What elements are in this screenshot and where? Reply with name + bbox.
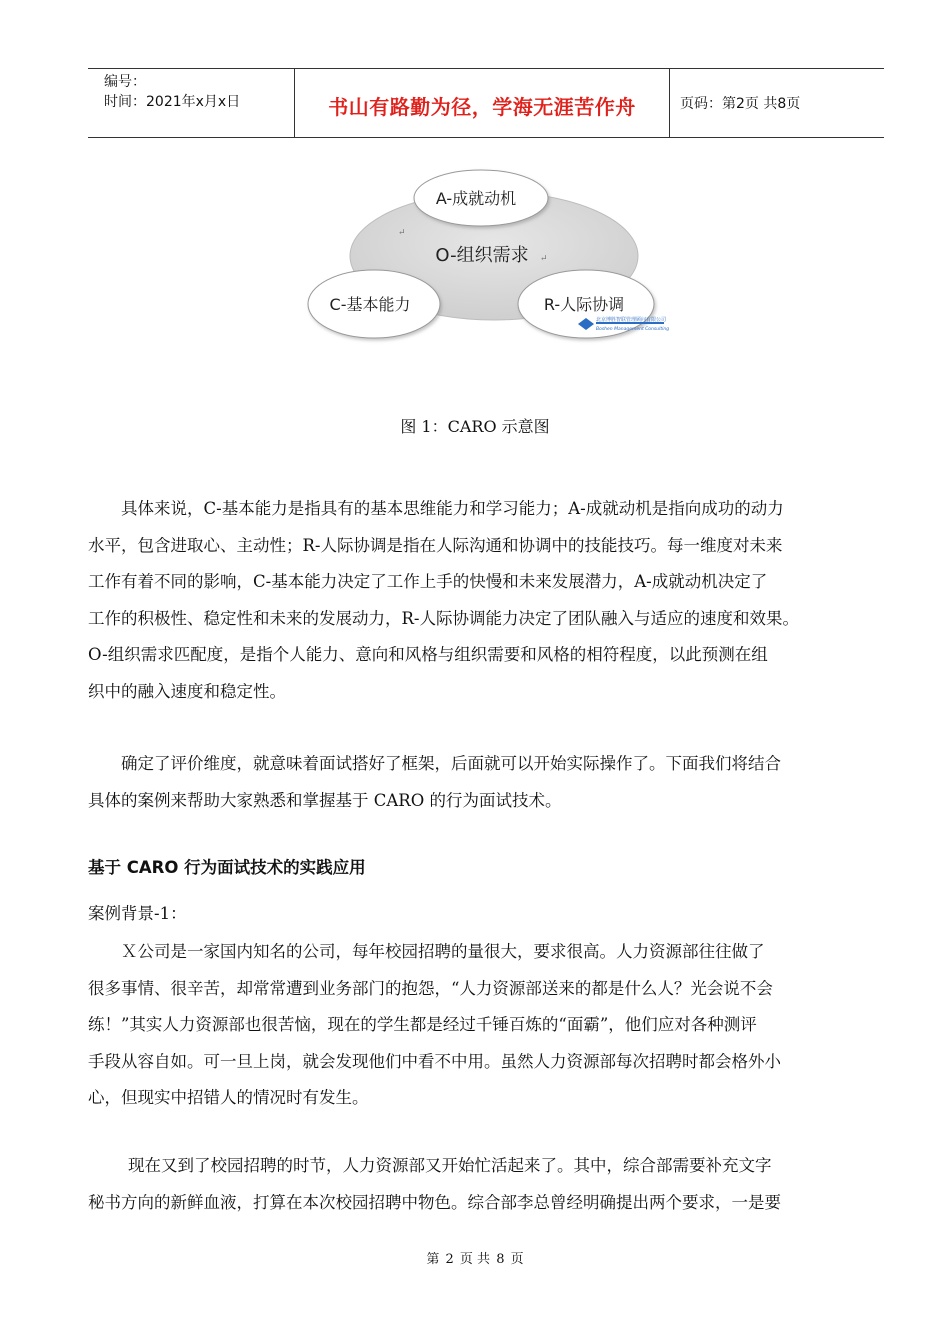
text-line: 秘书方向的新鲜血液，打算在本次校园招聘中物色。综合部李总曾经明确提出两个要求，一是要 bbox=[88, 1192, 781, 1212]
text-line: 具体的案例来帮助大家熟悉和掌握基于 CARO 的行为面试技术。 bbox=[88, 790, 562, 810]
text-line: 现在又到了校园招聘的时节，人力资源部又开始忙活起来了。其中，综合部需要补充文字 bbox=[128, 1156, 772, 1175]
footer-prefix: 第 bbox=[426, 1252, 440, 1267]
text-line: 具体来说，C-基本能力是指具有的基本思维能力和学习能力；A-成就动机是指向成功的动力 bbox=[121, 499, 784, 518]
logo-text-en: Boshen Management Consulting bbox=[596, 327, 670, 332]
number-label: 编号： bbox=[104, 74, 146, 90]
text-line: 工作的积极性、稳定性和未来的发展动力，R-人际协调能力决定了团队融入与适应的速度和效果。 bbox=[88, 608, 799, 628]
text-line: Ｘ公司是一家国内知名的公司，每年校园招聘的量很大，要求很高。人力资源部往往做了 bbox=[121, 942, 765, 961]
time-label: 时间：2021年x月x日 bbox=[104, 94, 241, 110]
footer-mid: 页 共 bbox=[459, 1252, 491, 1267]
header-page-cell bbox=[668, 69, 884, 137]
return-mark-icon: ↵ bbox=[540, 254, 548, 264]
case-title: 案例背景-1： bbox=[88, 904, 187, 923]
center-label: O-组织需求 bbox=[435, 245, 529, 266]
footer-total-pages: 8 bbox=[496, 1252, 505, 1267]
text-line: 很多事情、很辛苦，却常常遭到业务部门的抱怨，“人力资源部送来的都是什么人？光会说不会 bbox=[88, 978, 773, 998]
text-line: 手段从容自如。可一旦上岗，就会发现他们中看不中用。虽然人力资源部每次招聘时都会格外小 bbox=[88, 1051, 781, 1071]
return-mark-icon: ↵ bbox=[398, 228, 406, 238]
case-paragraph-background bbox=[88, 934, 888, 1117]
text-line: 织中的融入速度和稳定性。 bbox=[88, 681, 286, 701]
top-label: A-成就动机 bbox=[435, 189, 517, 208]
caro-diagram bbox=[304, 160, 674, 350]
section-heading: 基于 CARO 行为面试技术的实践应用 bbox=[88, 858, 366, 877]
text-line: O-组织需求匹配度，是指个人能力、意向和风格与组织需要和风格的相符程度，以此预测在组 bbox=[88, 645, 768, 664]
paragraph-caro-dimensions bbox=[88, 491, 888, 710]
header-motto-cell bbox=[294, 69, 670, 137]
header-motto: 书山有路勤为径，学海无涯苦作舟 bbox=[328, 95, 636, 119]
logo-text-cn: 北京博胜智联管理顾问有限公司 bbox=[596, 317, 667, 323]
figure-caption: 图 1：CARO 示意图 bbox=[400, 417, 550, 436]
header-page-label: 页码：第2页 共8页 bbox=[680, 96, 801, 112]
text-line: 工作有着不同的影响，C-基本能力决定了工作上手的快慢和未来发展潜力，A-成就动机决定了 bbox=[88, 572, 768, 591]
text-line: 练！”其实人力资源部也很苦恼，现在的学生都是经过千锤百炼的“面霸”，他们应对各种测评 bbox=[88, 1015, 757, 1034]
paragraph-framework bbox=[88, 746, 888, 819]
case-paragraph-recruiting bbox=[88, 1148, 888, 1221]
page-header bbox=[88, 68, 884, 138]
text-line: 心，但现实中招错人的情况时有发生。 bbox=[88, 1088, 369, 1107]
header-meta bbox=[88, 69, 294, 137]
text-line: 水平，包含进取心、主动性；R-人际协调是指在人际沟通和协调中的技能技巧。每一维度对未来 bbox=[88, 535, 783, 555]
footer-page-number: 2 bbox=[445, 1252, 454, 1267]
right-label: R-人际协调 bbox=[543, 295, 625, 314]
page-footer bbox=[0, 1248, 950, 1267]
text-line: 确定了评价维度，就意味着面试搭好了框架，后面就可以开始实际操作了。下面我们将结合 bbox=[121, 754, 781, 773]
footer-suffix: 页 bbox=[510, 1252, 524, 1267]
left-label: C-基本能力 bbox=[329, 295, 411, 314]
